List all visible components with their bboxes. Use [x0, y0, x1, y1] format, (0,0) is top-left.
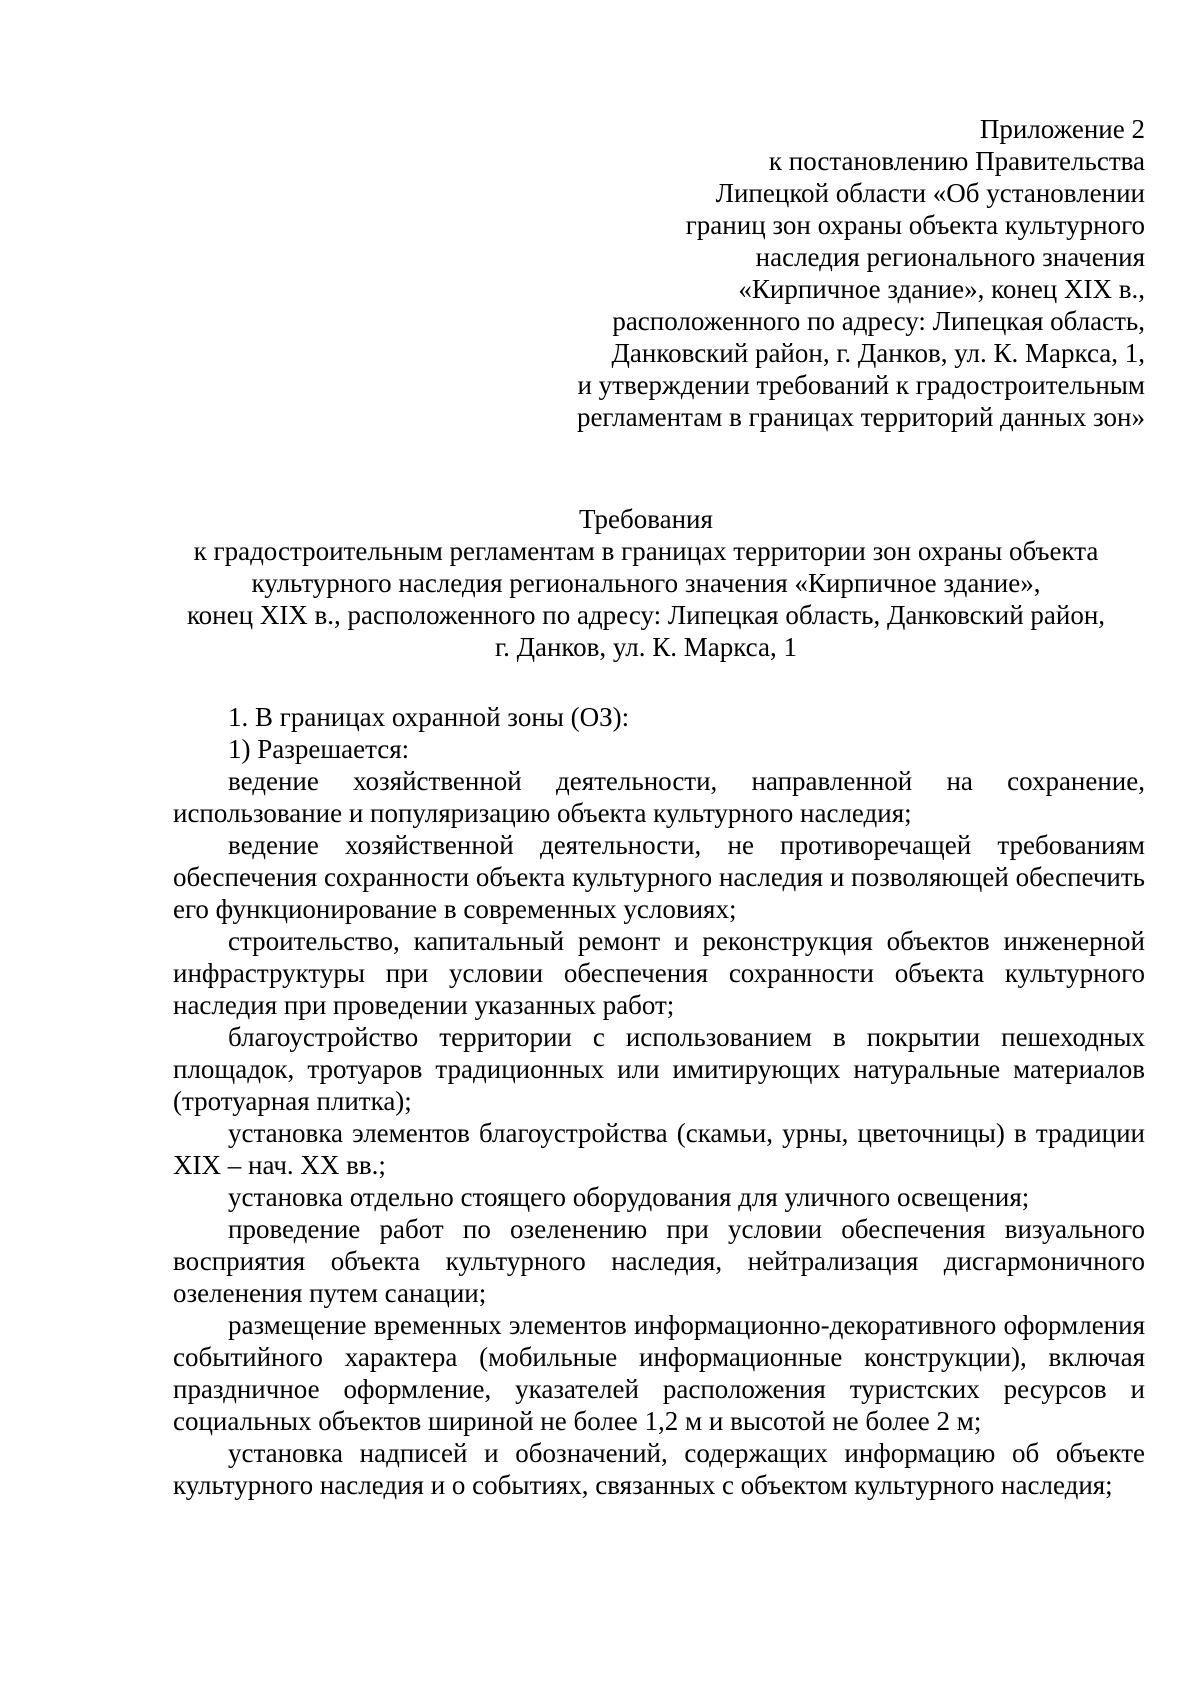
list-item: ведение хозяйственной деятельности, не противоречащей требованиям обеспечения сохранности объекта культурного наследия и позволяющей обеспечить его функционирование в современных условиях;	[173, 830, 1145, 924]
title-line: культурного наследия регионального значения «Кирпичное здание»,	[251, 568, 1041, 598]
document-body	[173, 701, 1145, 1501]
list-item: благоустройство территории с использованием в покрытии пешеходных площадок, тротуаров традиционных или имитирующих натуральные материалов (тротуарная плитка);	[173, 1022, 1145, 1116]
list-item: проведение работ по озеленению при условии обеспечения визуального восприятия объекта культурного наследия, нейтрализация дисгармоничного озеленения путем санации;	[173, 1214, 1145, 1308]
title-line: к градостроительным регламентам в границах территории зон охраны объекта	[193, 536, 1099, 566]
document-title	[140, 503, 1152, 663]
list-item: ведение хозяйственной деятельности, направленной на сохранение, использование и популяризацию объекта культурного наследия;	[173, 766, 1145, 828]
list-item: установка надписей и обозначений, содержащих информацию об объекте культурного наследия и о событиях, связанных с объектом культурного наследия;	[173, 1438, 1145, 1500]
header-line: Данковский район, г. Данков, ул. К. Маркса, 1,	[611, 338, 1145, 368]
header-line: Липецкой области «Об установлении	[715, 178, 1145, 208]
header-line: наследия регионального значения	[755, 242, 1145, 272]
header-line: и утверждении требований к градостроительным	[577, 370, 1145, 400]
list-item: строительство, капитальный ремонт и реконструкция объектов инженерной инфраструктуры при условии обеспечения сохранности объекта культурного наследия при проведении указанных работ;	[173, 926, 1145, 1020]
list-item: установка элементов благоустройства (скамьи, урны, цветочницы) в традиции XIX – нач. XX вв.;	[173, 1118, 1145, 1180]
appendix-header	[425, 113, 1145, 433]
header-line: расположенного по адресу: Липецкая область,	[612, 306, 1145, 336]
header-line: «Кирпичное здание», конец XIX в.,	[738, 274, 1145, 304]
subsection-heading: 1) Разрешается:	[228, 734, 410, 764]
title-line: г. Данков, ул. К. Маркса, 1	[495, 632, 797, 662]
header-line: Приложение 2	[979, 114, 1145, 144]
header-line: к постановлению Правительства	[768, 146, 1145, 176]
list-item: установка отдельно стоящего оборудования для уличного освещения;	[228, 1182, 1030, 1212]
title-line: Требования	[579, 504, 713, 534]
section-heading: 1. В границах охранной зоны (ОЗ):	[228, 702, 630, 732]
title-line: конец XIX в., расположенного по адресу: Липецкая область, Данковский район,	[186, 600, 1106, 630]
list-item: размещение временных элементов информационно-декоративного оформления событийного характера (мобильные информационные конструкции), включая праздничное оформление, указателей расположения туристских ресурсов и социальных объектов шириной не более 1,2 м и высотой не более 2 м;	[173, 1310, 1145, 1436]
header-line: границ зон охраны объекта культурного	[685, 210, 1145, 240]
header-line: регламентам в границах территорий данных зон»	[576, 402, 1145, 432]
